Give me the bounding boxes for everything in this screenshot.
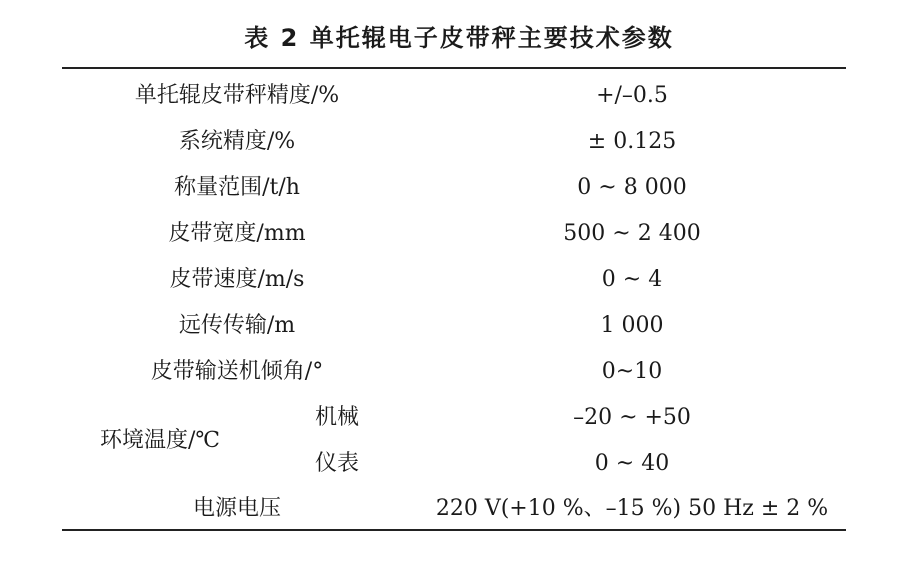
power-voltage-label: 电源电压 (192, 496, 281, 521)
param-precision-value: +/–0.5 (596, 83, 668, 108)
env-instrument-value: 0 ~ 40 (594, 451, 670, 476)
conveyor-angle-value: 0~10 (601, 359, 663, 384)
table-bottom-rule (62, 529, 846, 531)
table-top-rule (62, 67, 846, 69)
remote-transmission-value: 1 000 (600, 313, 664, 338)
env-instrument-label: 仪表 (314, 451, 359, 476)
belt-width-value: 500 ~ 2 400 (563, 221, 701, 246)
conveyor-angle-label: 皮带输送机倾角/° (150, 359, 324, 384)
env-temperature-label: 环境温度/℃ (99, 428, 221, 453)
remote-transmission-label: 远传传输/m (178, 313, 296, 338)
power-voltage-value: 220 V(+10 %、–15 %) 50 Hz ± 2 % (435, 496, 829, 521)
env-mechanical-label: 机械 (314, 405, 359, 430)
system-precision-value: ± 0.125 (587, 129, 677, 154)
belt-width-label: 皮带宽度/mm (168, 221, 306, 246)
belt-speed-value: 0 ~ 4 (601, 267, 663, 292)
env-mechanical-value: –20 ~ +50 (573, 405, 691, 430)
system-precision-label: 系统精度/% (178, 129, 296, 154)
belt-speed-label: 皮带速度/m/s (169, 267, 305, 292)
table-title: 表 2 单托辊电子皮带秤主要技术参数 (244, 24, 674, 52)
param-precision-label: 单托辊皮带秤精度/% (134, 83, 340, 108)
weighing-range-label: 称量范围/t/h (174, 175, 300, 200)
weighing-range-value: 0 ~ 8 000 (577, 175, 687, 200)
